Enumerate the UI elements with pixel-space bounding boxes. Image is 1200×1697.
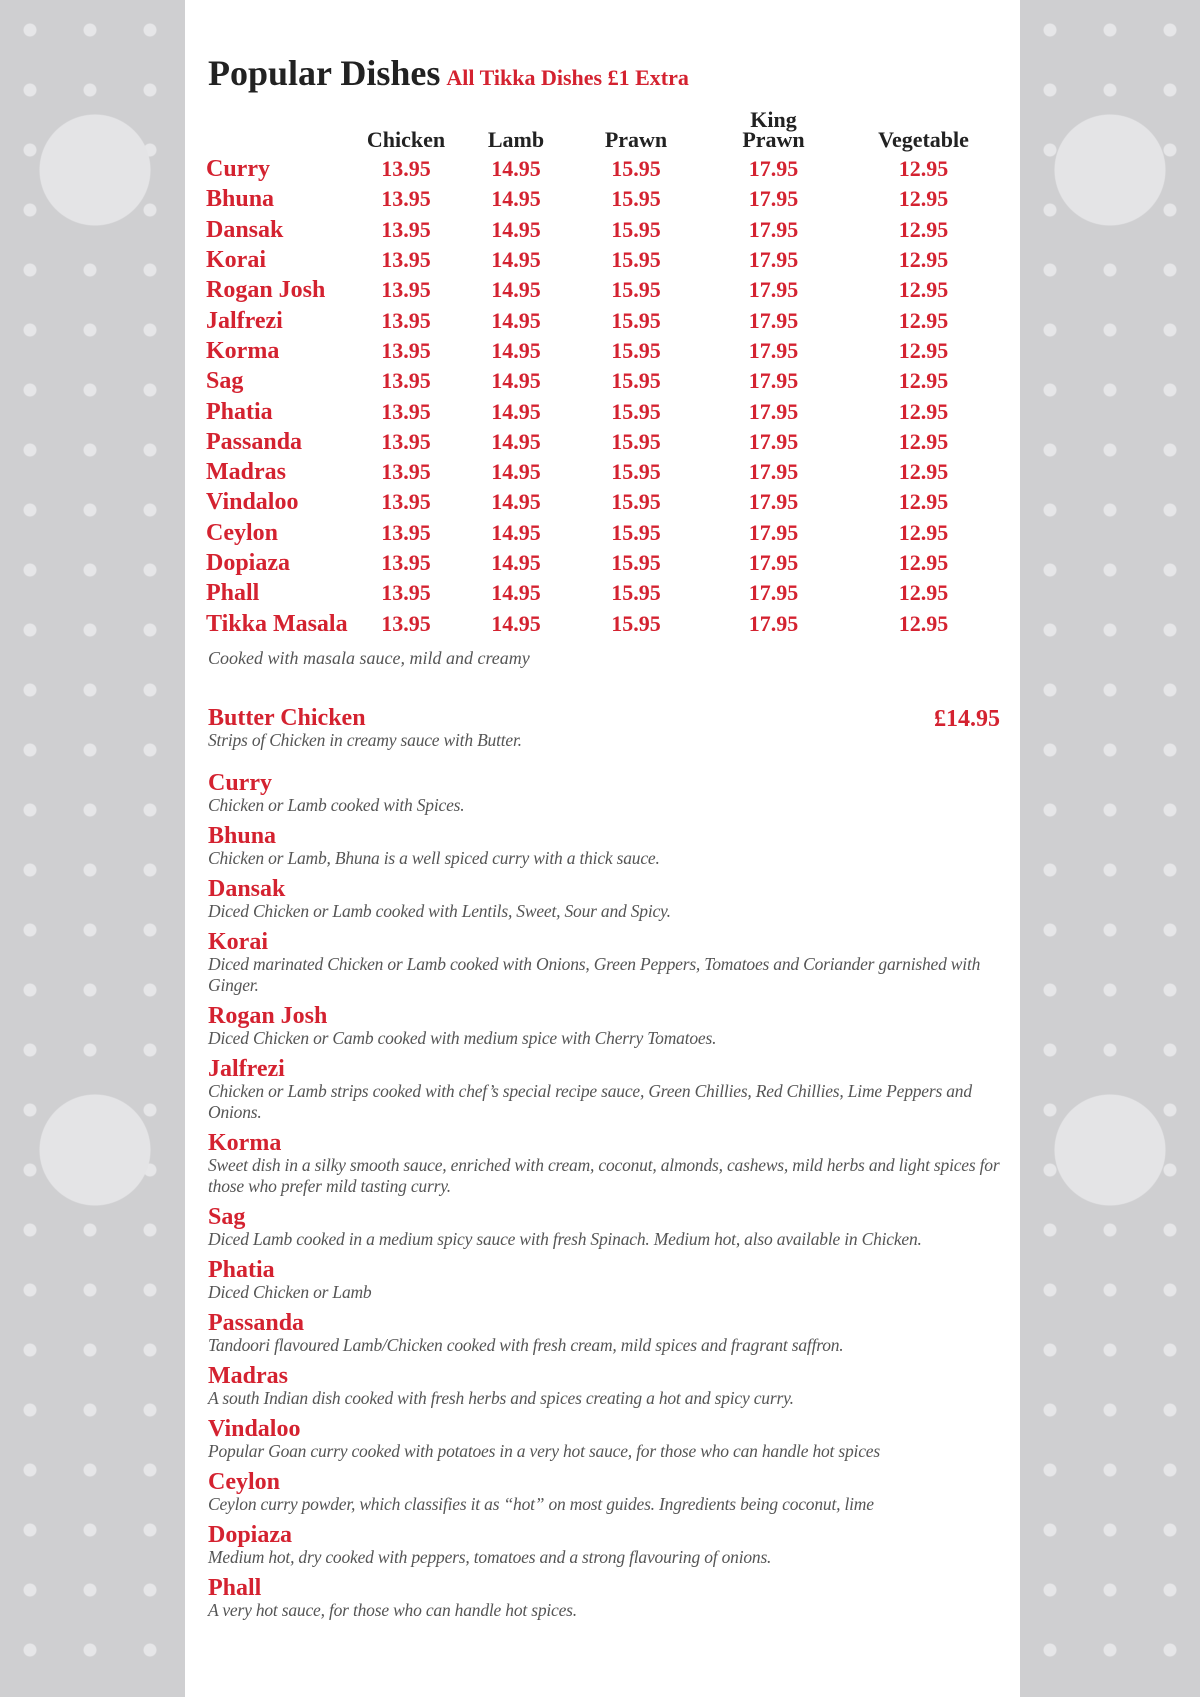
dish-item [208,1417,1008,1462]
price-cell: 12.95 [898,398,949,424]
dish-name: Vindaloo [206,489,299,516]
price-cell: 13.95 [381,307,431,333]
price-cell: 13.95 [381,459,431,485]
dish-name: Rogan Josh [206,277,326,304]
dish-item-name: Korma [208,1130,282,1156]
dish-item [208,877,1008,922]
price-cell: 13.95 [381,580,431,606]
price-cell: 17.95 [748,186,799,212]
blank-header [206,110,356,154]
table-row [206,457,996,487]
price-cell: 17.95 [748,580,799,606]
featured-dish-price: £14.95 [934,706,1000,732]
dish-item-description: Sweet dish in a silky smooth sauce, enriched with cream, coconut, almonds, cashews, mild herbs and light spices for those who prefer mild tasting curry. [208,1155,1000,1196]
dish-name: Dansak [206,216,284,243]
price-cell: 15.95 [611,550,661,575]
price-cell: 12.95 [898,610,949,636]
price-cell: 15.95 [611,277,661,303]
table-row [206,578,996,608]
price-cell: 12.95 [898,428,949,454]
dish-item [208,1131,1008,1197]
price-cell: 15.95 [611,186,661,212]
price-cell: 14.95 [491,550,541,575]
dish-item-description: Diced marinated Chicken or Lamb cooked with Onions, Green Peppers, Tomatoes and Coriander garnished with Ginger. [208,954,981,995]
table-row [206,548,996,578]
table-row [206,396,996,426]
price-cell: 15.95 [611,247,661,273]
dish-item-description: Tandoori flavoured Lamb/Chicken cooked with fresh cream, mild spices and fragrant saffron. [208,1335,844,1355]
price-cell: 13.95 [381,519,431,545]
price-cell: 15.95 [611,610,661,636]
dish-item-name: Phatia [208,1257,275,1283]
dish-name: Bhuna [206,186,275,213]
dish-name: Korai [206,247,266,274]
table-row [206,245,996,275]
table-row [206,366,996,396]
price-cell: 15.95 [611,489,661,515]
dish-name: Madras [206,459,286,486]
price-cell: 13.95 [381,489,431,515]
price-cell: 13.95 [381,398,431,424]
menu-page [185,0,1020,1697]
title-text: Popular Dishes [208,53,441,93]
dish-item [208,1364,1008,1409]
price-cell: 12.95 [898,550,949,575]
price-cell: 12.95 [898,216,949,242]
price-cell: 14.95 [491,368,541,394]
price-cell: 17.95 [748,459,799,485]
dish-descriptions [208,706,1008,1629]
price-cell: 13.95 [381,368,431,394]
table-row [206,154,996,184]
dish-item-description: Ceylon curry powder, which classifies it as “hot” on most guides. Ingredients being coconut, lime [208,1494,874,1514]
price-cell: 14.95 [491,156,541,182]
price-cell: 15.95 [611,398,661,424]
featured-dish-description: Strips of Chicken in creamy sauce with Butter. [208,730,522,750]
price-cell: 12.95 [898,186,949,212]
price-cell: 12.95 [898,489,949,515]
page-title [208,52,689,94]
price-cell: 14.95 [491,216,541,242]
tikka-extra-note: All Tikka Dishes £1 Extra [446,65,689,90]
price-cell: 15.95 [611,368,661,394]
price-cell: 17.95 [748,428,799,454]
dish-item [208,771,1008,816]
dish-name: Dopiaza [206,550,290,576]
price-cell: 13.95 [381,216,431,242]
price-cell: 12.95 [898,337,949,363]
price-cell: 17.95 [748,307,799,333]
dish-name: Jalfrezi [206,307,283,334]
price-cell: 13.95 [381,247,431,273]
price-cell: 12.95 [898,459,949,485]
dish-item-name: Ceylon [208,1469,280,1495]
dish-item-name: Jalfrezi [208,1056,285,1082]
dish-item-description: Popular Goan curry cooked with potatoes in a very hot sauce, for those who can handle hot spices [208,1441,880,1461]
price-cell: 12.95 [898,247,949,273]
dish-item-name: Bhuna [208,823,277,849]
price-cell: 14.95 [491,610,541,636]
price-cell: 15.95 [611,519,661,545]
dish-name: Phatia [206,398,273,425]
price-cell: 14.95 [491,186,541,212]
dish-item-name: Curry [208,770,272,796]
price-cell: 14.95 [491,307,541,333]
dish-item-name: Rogan Josh [208,1003,328,1029]
dish-item-name: Vindaloo [208,1416,301,1442]
column-header: King Prawn [742,107,805,152]
table-row [206,487,996,517]
price-cell: 15.95 [611,216,661,242]
price-cell: 13.95 [381,610,431,636]
dish-item-name: Phall [208,1575,262,1601]
price-cell: 13.95 [381,550,431,575]
price-cell: 12.95 [898,156,949,182]
price-cell: 17.95 [748,368,799,394]
dish-name: Tikka Masala [206,610,348,637]
dish-item [208,1258,1008,1303]
price-cell: 17.95 [748,337,799,363]
price-cell: 12.95 [898,307,949,333]
table-row [206,215,996,245]
dish-item-description: Chicken or Lamb cooked with Spices. [208,795,465,815]
price-cell: 15.95 [611,337,661,363]
dish-item-name: Dansak [208,876,286,902]
dish-item [208,1470,1008,1515]
price-cell: 14.95 [491,247,541,273]
dish-item-description: Diced Lamb cooked in a medium spicy sauce with fresh Spinach. Medium hot, also available in Chicken. [208,1229,922,1249]
price-cell: 14.95 [491,398,541,424]
price-cell: 12.95 [898,580,949,606]
dish-name: Ceylon [206,519,278,546]
dish-item-description: Medium hot, dry cooked with peppers, tomatoes and a strong flavouring of onions. [208,1547,772,1567]
price-cell: 17.95 [748,156,799,182]
table-row [206,336,996,366]
table-row [206,184,996,214]
price-table [206,107,996,639]
featured-dish [208,706,1008,751]
dish-item [208,1311,1008,1356]
dish-name: Passanda [206,428,303,455]
price-cell: 17.95 [748,489,799,515]
dish-item-name: Passanda [208,1310,305,1336]
table-header [206,110,996,154]
price-cell: 15.95 [611,428,661,454]
dish-item-name: Madras [208,1363,288,1389]
price-cell: 14.95 [491,459,541,485]
price-cell: 17.95 [748,550,799,575]
table-row [206,608,996,638]
price-cell: 17.95 [748,398,799,424]
featured-dish-name: Butter Chicken [208,705,366,731]
price-cell: 14.95 [491,580,541,606]
price-cell: 13.95 [381,156,431,182]
price-cell: 17.95 [748,216,799,242]
dish-item [208,1205,1008,1250]
price-cell: 15.95 [611,307,661,333]
price-cell: 17.95 [748,277,799,303]
dish-item [208,1004,1008,1049]
dish-item-description: A very hot sauce, for those who can handle hot spices. [208,1600,577,1620]
price-cell: 14.95 [491,519,541,545]
price-cell: 12.95 [898,368,949,394]
price-cell: 15.95 [611,459,661,485]
dish-item [208,1057,1008,1123]
dish-item [208,1523,1008,1568]
tikka-masala-note: Cooked with masala sauce, mild and creamy [208,648,530,668]
column-header: Chicken [366,127,446,152]
price-cell: 12.95 [898,277,949,303]
dish-item-description: Diced Chicken or Lamb cooked with Lentils, Sweet, Sour and Spicy. [208,901,671,921]
dish-name: Phall [206,580,260,607]
dish-item-description: A south Indian dish cooked with fresh herbs and spices creating a hot and spicy curry. [208,1388,794,1408]
dish-item-description: Diced Chicken or Camb cooked with medium spice with Cherry Tomatoes. [208,1028,717,1048]
price-cell: 13.95 [381,186,431,212]
table-row [206,518,996,548]
dish-item-name: Korai [208,929,268,955]
dish-item [208,1576,1008,1621]
dish-item [208,824,1008,869]
dish-item [208,930,1008,996]
price-cell: 17.95 [748,610,799,636]
price-cell: 14.95 [491,337,541,363]
dish-name: Curry [206,156,270,183]
price-cell: 14.95 [491,428,541,454]
table-row [206,275,996,305]
dish-item-name: Dopiaza [208,1522,292,1548]
price-cell: 13.95 [381,428,431,454]
column-header: Vegetable [878,127,969,152]
dish-item-name: Sag [208,1204,246,1230]
price-cell: 13.95 [381,277,431,303]
price-cell: 13.95 [381,337,431,363]
price-cell: 14.95 [491,489,541,515]
dish-name: Korma [206,337,280,364]
dish-name: Sag [206,368,244,395]
price-cell: 15.95 [611,156,661,182]
price-cell: 14.95 [491,277,541,303]
table-row [206,305,996,335]
column-header: Prawn [604,127,668,152]
price-cell: 12.95 [898,519,949,545]
dish-item-description: Chicken or Lamb, Bhuna is a well spiced curry with a thick sauce. [208,848,660,868]
price-cell: 17.95 [748,247,799,273]
table-row [206,427,996,457]
column-header: Lamb [487,127,545,152]
dish-item-description: Diced Chicken or Lamb [208,1282,372,1302]
price-cell: 15.95 [611,580,661,606]
price-cell: 17.95 [748,519,799,545]
dish-item-description: Chicken or Lamb strips cooked with chef’s special recipe sauce, Green Chillies, Red Chillies, Lime Peppers and Onions. [208,1081,972,1122]
